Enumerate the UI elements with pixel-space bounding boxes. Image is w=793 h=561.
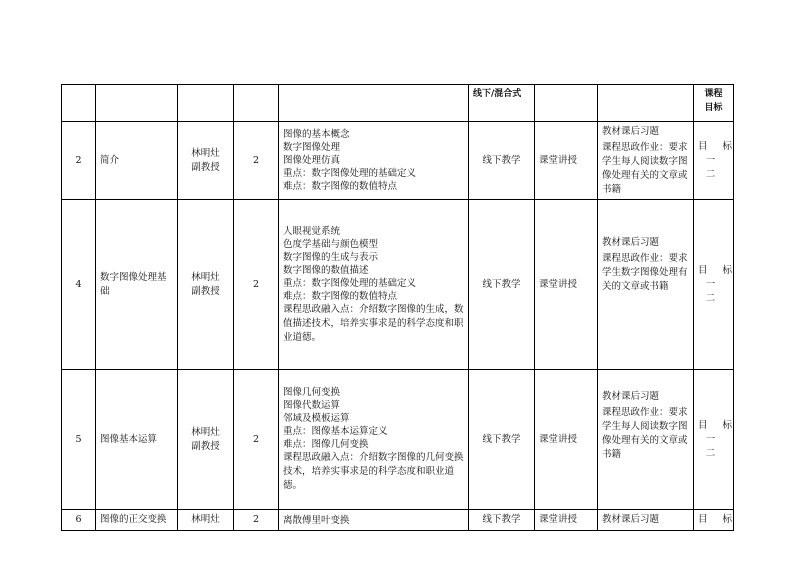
- goal-line: 二: [705, 447, 722, 459]
- header-cell: [279, 85, 469, 122]
- week-cell: 4: [62, 200, 96, 370]
- content-line: 图像处理仿真: [283, 155, 341, 166]
- content-line: 重点：数字图像处理的基础定义: [283, 277, 417, 289]
- mode-cell: 线下教学: [469, 122, 535, 200]
- table-row: [62, 370, 734, 510]
- content-line: 难点：数字图像的数值特点: [283, 290, 398, 302]
- method-cell: 课堂讲授: [535, 200, 598, 370]
- goal-line: 目 标: [698, 514, 739, 525]
- content-line: 重点：数字图像处理的基础定义: [283, 168, 417, 179]
- content-line: 课程思政融入点：介绍数字图像的生成，数值描述技术，培养实事求是的科学态度和职业道德。: [283, 303, 464, 343]
- mode-cell: 线下教学: [469, 510, 535, 531]
- table-row: [62, 510, 734, 531]
- homework-line: 教材课后习题: [602, 391, 660, 402]
- week-cell: 5: [62, 370, 96, 510]
- content-line: 离散傅里叶变换: [283, 514, 350, 526]
- goal-line: 目 标: [698, 264, 739, 276]
- content-line: 人眼视觉系统: [283, 225, 341, 237]
- content-line: 图像代数运算: [283, 400, 341, 411]
- content-line: 数字图像处理: [283, 142, 341, 153]
- teacher-name: 林明灶: [191, 147, 220, 159]
- mode-cell: 线下教学: [469, 370, 535, 510]
- header-cell: [598, 85, 694, 122]
- content-cell: [279, 510, 469, 531]
- content-line: 课程思政融入点：介绍数字图像的几何变换技术，培养实事求是的科学态度和职业道德。: [283, 452, 464, 491]
- method-cell: 课堂讲授: [535, 122, 598, 200]
- content-line: 难点：图像几何变换: [283, 439, 369, 450]
- hours-cell: 2: [234, 200, 279, 370]
- teacher-cell: [178, 200, 234, 370]
- homework-cell: [598, 510, 694, 531]
- hours-cell: 2: [234, 510, 279, 531]
- mode-cell: 线下教学: [469, 200, 535, 370]
- goal-line: 目 标: [698, 419, 739, 431]
- content-line: 数字图像的数值描述: [283, 264, 369, 276]
- header-cell: [178, 85, 234, 122]
- goal-line: 目 标: [698, 140, 739, 152]
- topic-cell: 数字图像处理基础: [96, 200, 178, 370]
- schedule-table: [61, 84, 739, 531]
- table-row: [62, 122, 734, 200]
- content-line: 重点：图像基本运算定义: [283, 426, 388, 437]
- header-goal: [694, 85, 734, 122]
- content-cell: [279, 122, 469, 200]
- header-goal-line-1: 课程: [704, 89, 723, 99]
- teacher-title: 副教授: [191, 440, 220, 452]
- teacher-name: 林明灶: [191, 271, 220, 283]
- goal-line: 二: [705, 292, 722, 304]
- week-cell: 6: [62, 510, 96, 531]
- teacher-cell: [178, 122, 234, 200]
- goal-cell: [694, 370, 739, 510]
- content-line: 图像的基本概念: [283, 129, 350, 140]
- homework-line: 课程思政作业：要求学生每人阅读数字图像处理有关的文章或书籍: [602, 407, 688, 460]
- header-mode: 线下/混合式: [469, 85, 535, 122]
- teacher-title: 副教授: [191, 161, 220, 173]
- goal-cell: [694, 200, 739, 370]
- week-cell: 2: [62, 122, 96, 200]
- content-line: 图像几何变换: [283, 387, 341, 398]
- header-row: [62, 85, 734, 122]
- goal-line: 二: [705, 168, 722, 180]
- homework-cell: [598, 122, 694, 200]
- teacher-name: 林明灶: [191, 426, 220, 438]
- teacher-cell: [178, 510, 234, 531]
- goal-cell: [694, 122, 739, 200]
- goal-line: 一: [705, 278, 722, 290]
- header-cell: [62, 85, 96, 122]
- homework-line: 教材课后习题: [602, 514, 660, 525]
- topic-cell: 简介: [96, 122, 178, 200]
- goal-line: 一: [705, 433, 722, 445]
- content-cell: [279, 200, 469, 370]
- method-cell: 课堂讲授: [535, 510, 598, 531]
- teacher-name: 林明灶: [191, 514, 220, 525]
- content-line: 难点：数字图像的数值特点: [283, 181, 398, 192]
- header-cell: [535, 85, 598, 122]
- content-line: 邻域及模板运算: [283, 413, 350, 424]
- hours-cell: 2: [234, 122, 279, 200]
- goal-line: 一: [705, 154, 722, 166]
- homework-line: 教材课后习题: [602, 237, 660, 248]
- teacher-cell: [178, 370, 234, 510]
- topic-cell: 图像基本运算: [96, 370, 178, 510]
- header-cell: [234, 85, 279, 122]
- goal-cell: [694, 510, 739, 531]
- method-cell: 课堂讲授: [535, 370, 598, 510]
- content-cell: [279, 370, 469, 510]
- homework-cell: [598, 370, 694, 510]
- header-cell: [96, 85, 178, 122]
- hours-cell: 2: [234, 370, 279, 510]
- homework-cell: [598, 200, 694, 370]
- topic-cell: 图像的正交变换: [96, 510, 178, 531]
- homework-line: 课程思政作业：要求学生每人阅读数字图像处理有关的文章或书籍: [602, 142, 688, 195]
- homework-line: 课程思政作业：要求学生数字图像处理有关的文章或书籍: [602, 253, 688, 292]
- header-goal-line-2: 目标: [704, 103, 723, 113]
- table-row: [62, 200, 734, 370]
- homework-line: 教材课后习题: [602, 126, 660, 137]
- content-line: 色度学基础与颜色模型: [283, 238, 379, 250]
- content-line: 数字图像的生成与表示: [283, 251, 379, 263]
- teacher-title: 副教授: [191, 285, 220, 297]
